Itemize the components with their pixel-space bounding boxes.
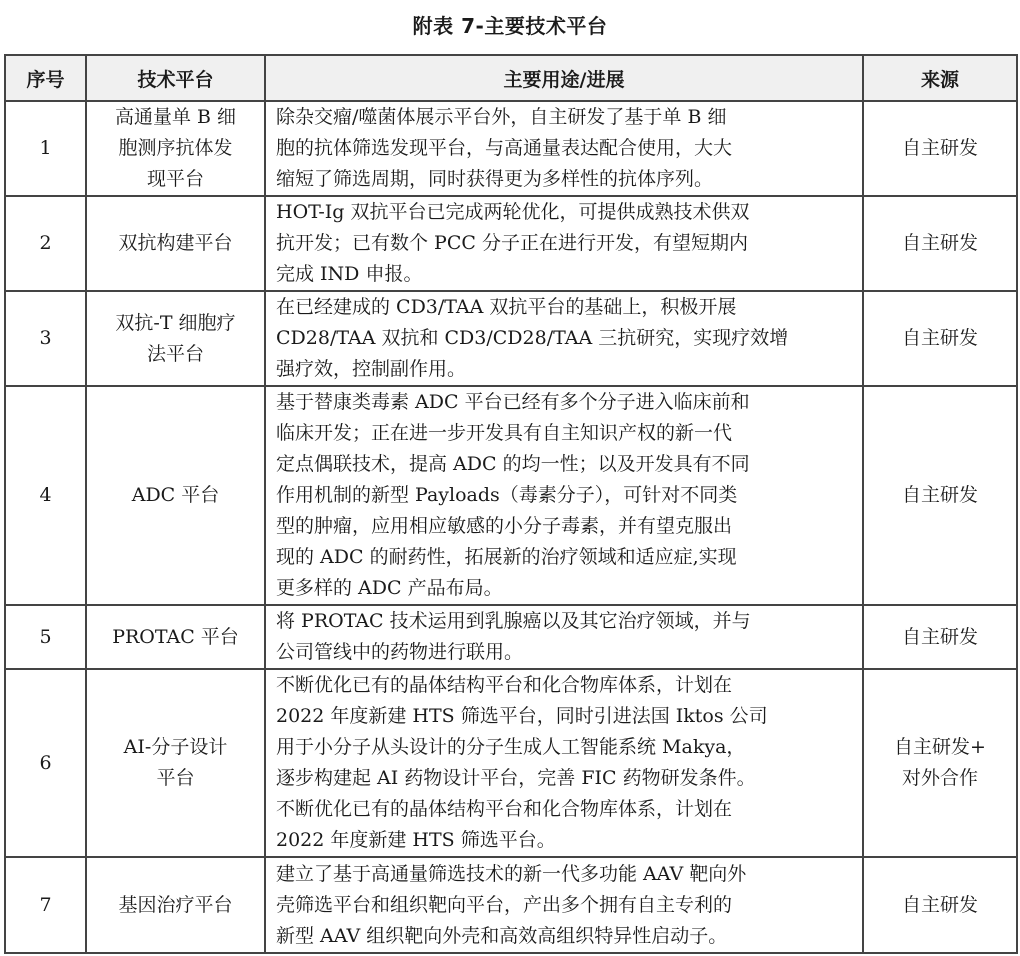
header-serial-number: 序号 [5,55,86,101]
row-description-line: 不断优化已有的晶体结构平台和化合物库体系，计划在 [276,798,733,820]
row-description-line: 在已经建成的 CD3/TAA 双抗平台的基础上，积极开展 [276,296,737,318]
row-description [265,291,863,386]
header-usage-progress: 主要用途/进展 [265,55,863,101]
row-platform-name-line: 法平台 [146,342,204,365]
row-description [265,605,863,669]
row-description [265,196,863,291]
row-description-line: 除杂交瘤/噬菌体展示平台外，自主研发了基于单 B 细 [276,106,727,128]
header-platform: 技术平台 [86,55,265,101]
row-description-line: 作用机制的新型 Payloads（毒素分子），可针对不同类 [276,484,738,506]
row-description-line: HOT-Ig 双抗平台已完成两轮优化，可提供成熟技术供双 [276,201,750,223]
row-source-line: 自主研发 [901,625,978,648]
technology-platform-table [4,54,1018,954]
row-description [265,857,863,953]
row-description-line: 不断优化已有的晶体结构平台和化合物库体系，计划在 [276,674,733,696]
header-source: 来源 [863,55,1017,101]
row-source [863,605,1017,669]
row-description-line: 将 PROTAC 技术运用到乳腺癌以及其它治疗领域，并与 [276,610,751,632]
row-description-line: CD28/TAA 双抗和 CD3/CD28/TAA 三抗研究，实现疗效增 [276,327,789,349]
row-serial-number: 2 [5,196,86,291]
row-description-line: 完成 IND 申报。 [276,263,423,285]
row-platform-name [86,857,265,953]
row-source-line: 自主研发 [901,137,978,159]
row-description-line: 基于替康类毒素 ADC 平台已经有多个分子进入临床前和 [276,391,750,413]
row-platform-name-line: PROTAC 平台 [112,625,239,648]
row-description-line: 2022 年度新建 HTS 筛选平台，同时引进法国 Iktos 公司 [276,705,768,727]
row-description-line: 新型 AAV 组织靶向外壳和高效高组织特异性启动子。 [276,924,728,947]
table-row [5,386,1017,605]
table-row [5,857,1017,953]
row-platform-name [86,101,265,196]
row-description-line: 型的肿瘤，应用相应敏感的小分子毒素，并有望克服出 [276,515,733,537]
row-platform-name-line: 平台 [156,767,195,789]
row-description-line: 用于小分子从头设计的分子生成人工智能系统 Makya， [276,736,746,758]
row-platform-name [86,291,265,386]
row-platform-name [86,605,265,669]
row-description-line: 强疗效，控制副作用。 [276,358,467,380]
row-description-line: 抗开发；已有数个 PCC 分子正在进行开发，有望短期内 [276,232,748,254]
row-platform-name-line: 高通量单 B 细 [114,106,237,128]
row-source-line: 自主研发 [901,893,978,916]
row-description-line: 缩短了筛选周期，同时获得更为多样性的抗体序列。 [276,168,714,190]
row-description-line: 定点偶联技术，提高 ADC 的均一性；以及开发具有不同 [276,453,750,475]
row-source [863,196,1017,291]
row-platform-name-line: 胞测序抗体发 [118,137,233,159]
row-source-line: 自主研发+ [894,736,986,758]
row-serial-number: 4 [5,386,86,605]
row-platform-name-line: 基因治疗平台 [118,893,233,916]
row-description-line: 胞的抗体筛选发现平台，与高通量表达配合使用，大大 [276,137,733,159]
row-source [863,857,1017,953]
table-row [5,605,1017,669]
row-source-line: 自主研发 [901,327,978,349]
row-source-line: 自主研发 [901,232,978,254]
row-description [265,101,863,196]
row-description [265,386,863,605]
row-description-line: 临床开发；正在进一步开发具有自主知识产权的新一代 [276,422,733,444]
row-platform-name [86,386,265,605]
row-source-line: 自主研发 [901,484,978,506]
row-platform-name-line: 现平台 [146,168,204,190]
table-header-row [5,55,1017,101]
row-source [863,386,1017,605]
table-title: 附表 7-主要技术平台 [412,14,608,38]
row-source [863,291,1017,386]
row-description-line: 现的 ADC 的耐药性，拓展新的治疗领域和适应症,实现 [276,546,737,568]
row-source [863,101,1017,196]
row-serial-number: 5 [5,605,86,669]
table-row [5,196,1017,291]
row-serial-number: 7 [5,857,86,953]
row-description-line: 更多样的 ADC 产品布局。 [276,577,503,599]
table-row [5,101,1017,196]
table-row [5,669,1017,857]
row-description-line: 逐步构建起 AI 药物设计平台，完善 FIC 药物研发条件。 [276,767,756,789]
row-description [265,669,863,857]
row-serial-number: 1 [5,101,86,196]
row-platform-name-line: ADC 平台 [131,484,220,506]
row-description-line: 壳筛选平台和组织靶向平台，产出多个拥有自主专利的 [276,893,733,916]
row-platform-name-line: AI-分子设计 [123,736,228,758]
row-platform-name [86,196,265,291]
row-serial-number: 6 [5,669,86,857]
row-source-line: 对外合作 [901,767,978,789]
table-row [5,291,1017,386]
row-platform-name [86,669,265,857]
row-serial-number: 3 [5,291,86,386]
row-description-line: 2022 年度新建 HTS 筛选平台。 [276,829,556,851]
row-platform-name-line: 双抗构建平台 [118,232,233,254]
row-source [863,669,1017,857]
row-platform-name-line: 双抗-T 细胞疗 [115,311,236,334]
row-description-line: 公司管线中的药物进行联用。 [276,641,524,663]
row-description-line: 建立了基于高通量筛选技术的新一代多功能 AAV 靶向外 [276,862,747,885]
table-body [5,101,1017,953]
